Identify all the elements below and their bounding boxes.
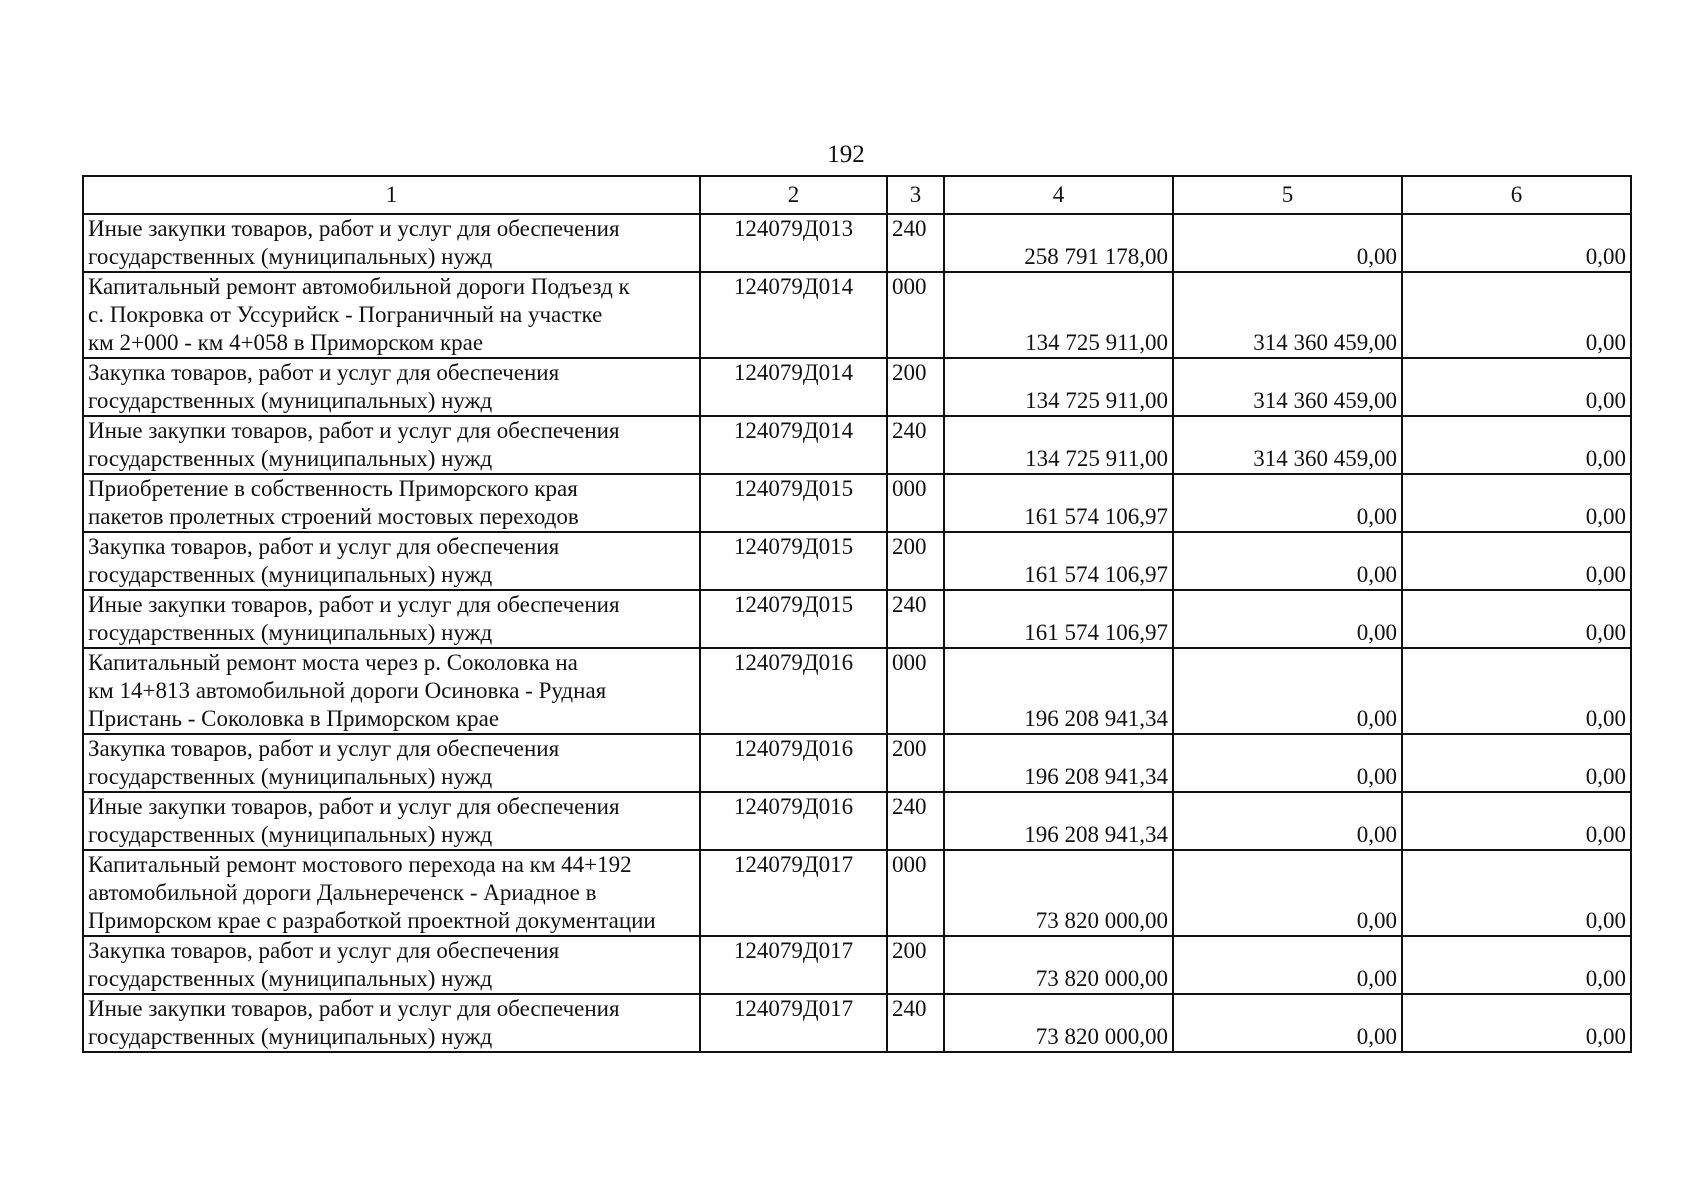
table-row: [83, 214, 1631, 272]
row-vr-cell: 240: [887, 416, 944, 474]
row-vr-cell: 200: [887, 734, 944, 792]
table-row: [83, 416, 1631, 474]
row-amount-col4: 161 574 106,97: [944, 590, 1173, 648]
row-name-line: Закупка товаров, работ и услуг для обеспечения: [88, 938, 560, 963]
row-name-cell: [83, 532, 700, 590]
row-amount-col6: 0,00: [1402, 734, 1631, 792]
row-code-cell: 124079Д014: [700, 358, 887, 416]
row-amount-col4: 134 725 911,00: [944, 358, 1173, 416]
row-vr-cell: 000: [887, 272, 944, 358]
table-row: [83, 590, 1631, 648]
row-amount-col6: 0,00: [1402, 532, 1631, 590]
row-code-cell: 124079Д016: [700, 648, 887, 734]
row-amount-col5: 0,00: [1173, 648, 1402, 734]
row-name-line: Капитальный ремонт моста через р. Соколовка на: [88, 650, 578, 675]
row-name-line: государственных (муниципальных) нужд: [88, 388, 493, 413]
row-code-cell: 124079Д014: [700, 416, 887, 474]
row-amount-col6: 0,00: [1402, 850, 1631, 936]
row-amount-col6: 0,00: [1402, 272, 1631, 358]
row-amount-col5: 0,00: [1173, 532, 1402, 590]
row-amount-col5: 314 360 459,00: [1173, 416, 1402, 474]
row-amount-col6: 0,00: [1402, 214, 1631, 272]
row-vr-cell: 200: [887, 358, 944, 416]
row-vr-cell: 000: [887, 474, 944, 532]
row-amount-col5: 0,00: [1173, 734, 1402, 792]
row-name-line: Закупка товаров, работ и услуг для обеспечения: [88, 736, 560, 761]
row-amount-col5: 0,00: [1173, 590, 1402, 648]
row-name-cell: [83, 474, 700, 532]
row-name-line: государственных (муниципальных) нужд: [88, 244, 493, 269]
column-header-1: 1: [83, 176, 700, 214]
row-amount-col6: 0,00: [1402, 358, 1631, 416]
row-amount-col6: 0,00: [1402, 648, 1631, 734]
row-amount-col5: 0,00: [1173, 214, 1402, 272]
row-name-line: Закупка товаров, работ и услуг для обеспечения: [88, 360, 560, 385]
row-amount-col6: 0,00: [1402, 590, 1631, 648]
row-name-line: км 14+813 автомобильной дороги Осиновка - Рудная: [88, 678, 607, 703]
row-vr-cell: 240: [887, 994, 944, 1052]
row-amount-col4: 258 791 178,00: [944, 214, 1173, 272]
row-amount-col5: 0,00: [1173, 936, 1402, 994]
table-row: [83, 734, 1631, 792]
row-amount-col5: 0,00: [1173, 792, 1402, 850]
table-row: [83, 792, 1631, 850]
row-vr-cell: 240: [887, 214, 944, 272]
row-amount-col5: 314 360 459,00: [1173, 358, 1402, 416]
row-code-cell: 124079Д016: [700, 792, 887, 850]
row-name-line: Закупка товаров, работ и услуг для обеспечения: [88, 534, 560, 559]
row-amount-col4: 196 208 941,34: [944, 792, 1173, 850]
row-amount-col5: 0,00: [1173, 850, 1402, 936]
row-name-line: государственных (муниципальных) нужд: [88, 620, 493, 645]
row-vr-cell: 200: [887, 936, 944, 994]
row-name-line: Иные закупки товаров, работ и услуг для обеспечения: [88, 216, 620, 241]
row-code-cell: 124079Д016: [700, 734, 887, 792]
row-name-line: Иные закупки товаров, работ и услуг для обеспечения: [88, 592, 620, 617]
table-row: [83, 994, 1631, 1052]
row-amount-col5: 0,00: [1173, 474, 1402, 532]
row-name-cell: [83, 936, 700, 994]
row-amount-col4: 73 820 000,00: [944, 936, 1173, 994]
row-code-cell: 124079Д013: [700, 214, 887, 272]
row-code-cell: 124079Д017: [700, 850, 887, 936]
row-name-line: Пристань - Соколовка в Приморском крае: [88, 706, 500, 731]
page-number: 192: [827, 141, 865, 168]
row-vr-cell: 240: [887, 792, 944, 850]
table-body: [83, 214, 1631, 1052]
row-amount-col6: 0,00: [1402, 936, 1631, 994]
row-name-line: с. Покровка от Уссурийск - Пограничный на участке: [88, 302, 603, 327]
budget-table: [82, 175, 1632, 1053]
row-code-cell: 124079Д015: [700, 590, 887, 648]
table-row: [83, 474, 1631, 532]
row-name-line: Приобретение в собственность Приморского края: [88, 476, 578, 501]
row-name-line: Иные закупки товаров, работ и услуг для обеспечения: [88, 996, 620, 1021]
column-header-4: 4: [944, 176, 1173, 214]
row-vr-cell: 240: [887, 590, 944, 648]
row-code-cell: 124079Д014: [700, 272, 887, 358]
row-vr-cell: 200: [887, 532, 944, 590]
row-name-line: пакетов пролетных строений мостовых переходов: [88, 504, 579, 529]
row-name-line: автомобильной дороги Дальнереченск - Ариадное в: [88, 880, 597, 905]
table-row: [83, 850, 1631, 936]
row-name-cell: [83, 272, 700, 358]
row-name-line: Иные закупки товаров, работ и услуг для обеспечения: [88, 794, 620, 819]
row-name-cell: [83, 792, 700, 850]
row-name-line: государственных (муниципальных) нужд: [88, 562, 493, 587]
row-code-cell: 124079Д015: [700, 532, 887, 590]
column-header-5: 5: [1173, 176, 1402, 214]
row-vr-cell: 000: [887, 648, 944, 734]
row-name-cell: [83, 358, 700, 416]
row-name-cell: [83, 214, 700, 272]
row-vr-cell: 000: [887, 850, 944, 936]
row-code-cell: 124079Д017: [700, 994, 887, 1052]
row-name-line: государственных (муниципальных) нужд: [88, 1024, 493, 1049]
table-row: [83, 358, 1631, 416]
row-name-line: государственных (муниципальных) нужд: [88, 966, 493, 991]
row-name-line: Иные закупки товаров, работ и услуг для обеспечения: [88, 418, 620, 443]
row-amount-col4: 161 574 106,97: [944, 474, 1173, 532]
row-amount-col4: 73 820 000,00: [944, 994, 1173, 1052]
row-amount-col6: 0,00: [1402, 994, 1631, 1052]
row-name-cell: [83, 590, 700, 648]
row-amount-col4: 161 574 106,97: [944, 532, 1173, 590]
row-name-line: Приморском крае с разработкой проектной документации: [88, 908, 656, 933]
row-amount-col4: 196 208 941,34: [944, 734, 1173, 792]
row-name-line: государственных (муниципальных) нужд: [88, 446, 493, 471]
row-amount-col6: 0,00: [1402, 416, 1631, 474]
row-code-cell: 124079Д017: [700, 936, 887, 994]
row-amount-col4: 196 208 941,34: [944, 648, 1173, 734]
row-name-cell: [83, 850, 700, 936]
row-amount-col4: 134 725 911,00: [944, 272, 1173, 358]
column-header-6: 6: [1402, 176, 1631, 214]
row-name-line: государственных (муниципальных) нужд: [88, 764, 493, 789]
table-row: [83, 532, 1631, 590]
row-name-cell: [83, 416, 700, 474]
row-code-cell: 124079Д015: [700, 474, 887, 532]
table-row: [83, 272, 1631, 358]
row-amount-col4: 134 725 911,00: [944, 416, 1173, 474]
row-name-line: государственных (муниципальных) нужд: [88, 822, 493, 847]
row-amount-col4: 73 820 000,00: [944, 850, 1173, 936]
table-row: [83, 936, 1631, 994]
table-header-row: [83, 176, 1631, 214]
row-name-cell: [83, 994, 700, 1052]
row-name-line: км 2+000 - км 4+058 в Приморском крае: [88, 330, 484, 355]
row-name-line: Капитальный ремонт автомобильной дороги Подъезд к: [88, 274, 630, 299]
row-amount-col5: 314 360 459,00: [1173, 272, 1402, 358]
row-name-cell: [83, 734, 700, 792]
table-row: [83, 648, 1631, 734]
row-name-line: Капитальный ремонт мостового перехода на км 44+192: [88, 852, 632, 877]
row-name-cell: [83, 648, 700, 734]
row-amount-col5: 0,00: [1173, 994, 1402, 1052]
column-header-3: 3: [887, 176, 944, 214]
row-amount-col6: 0,00: [1402, 474, 1631, 532]
column-header-2: 2: [700, 176, 887, 214]
row-amount-col6: 0,00: [1402, 792, 1631, 850]
